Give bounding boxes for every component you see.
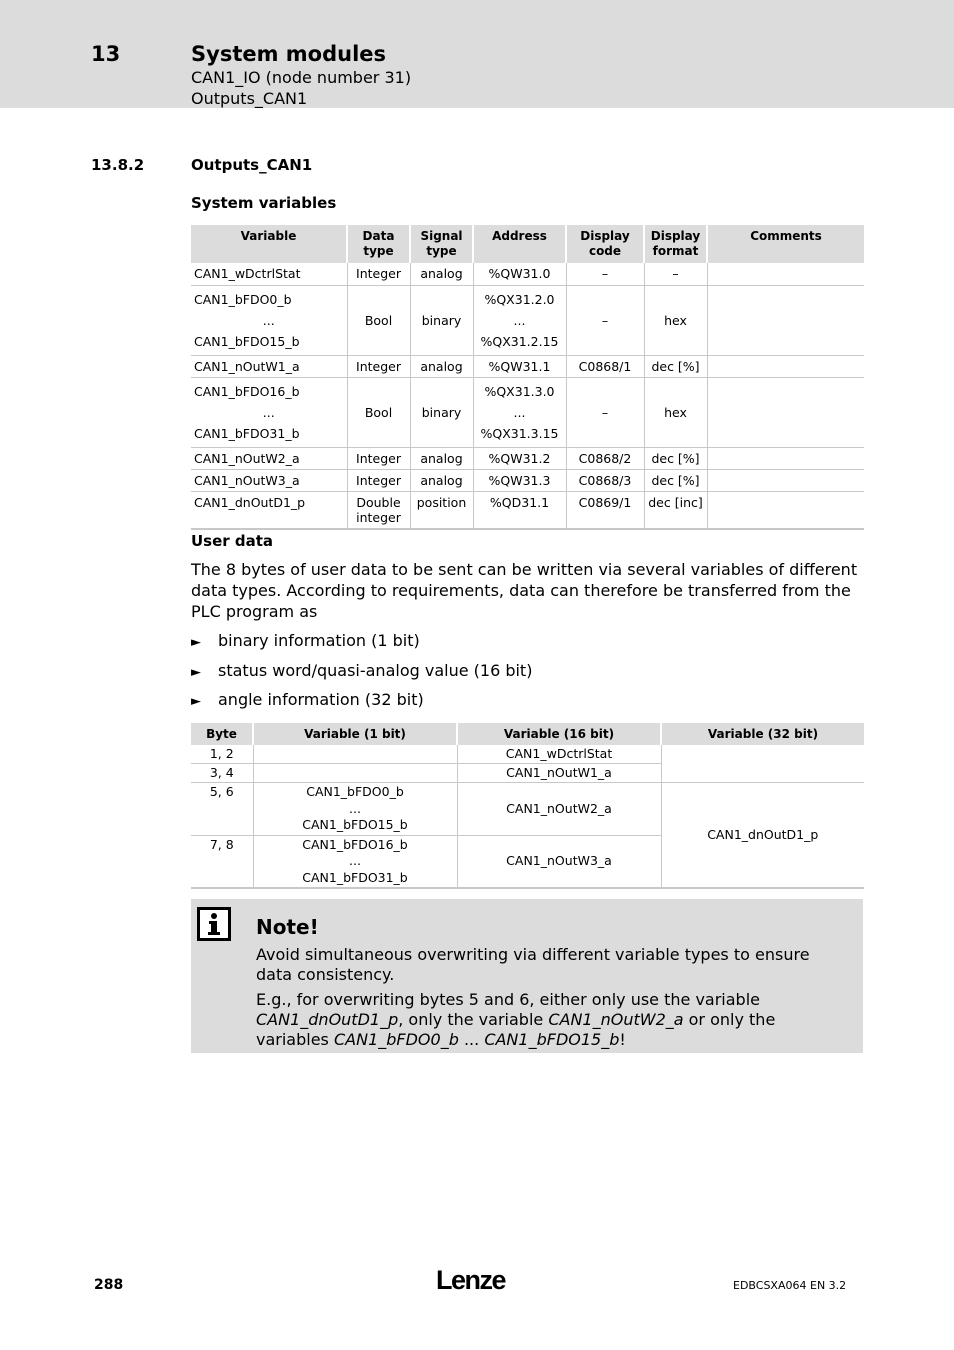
- cell-data-type: Integer: [347, 469, 410, 491]
- cell-display-code: C0869/1: [566, 491, 644, 529]
- cell-variable-32bit: [661, 745, 864, 783]
- table-row: [191, 783, 864, 836]
- cell-display-format: dec [%]: [644, 447, 707, 469]
- col-header-display-format: Display format: [644, 225, 707, 263]
- cell-display-format: dec [%]: [644, 355, 707, 377]
- col-header-data-type: Data type: [347, 225, 410, 263]
- cell-variable: CAN1_wDctrlStat: [191, 263, 347, 285]
- table-row: [191, 447, 864, 469]
- list-item: ► angle information (32 bit): [191, 690, 424, 709]
- note-title: Note!: [256, 915, 319, 939]
- cell-variable: CAN1_dnOutD1_p: [191, 491, 347, 529]
- cell-signal-type: analog: [410, 447, 473, 469]
- cell-variable-1bit: CAN1_bFDO0_b ... CAN1_bFDO15_b: [253, 783, 457, 836]
- col-header-comments: Comments: [707, 225, 864, 263]
- table-row: [191, 745, 864, 764]
- col-header-signal-type: Signal type: [410, 225, 473, 263]
- cell-variable-1bit: [253, 764, 457, 783]
- table-row: [191, 377, 864, 447]
- table-header-row: [191, 225, 864, 263]
- cell-variable-16bit: CAN1_nOutW2_a: [457, 783, 661, 836]
- chapter-subtitle: CAN1_IO (node number 31): [191, 68, 412, 87]
- cell-signal-type: analog: [410, 355, 473, 377]
- cell-display-format: hex: [644, 285, 707, 355]
- chapter-title: System modules: [191, 42, 387, 66]
- system-variables-table: [191, 225, 864, 530]
- cell-byte: 1, 2: [191, 745, 253, 764]
- table-header-row: [191, 723, 864, 745]
- col-header-variable-1bit: Variable (1 bit): [253, 723, 457, 745]
- cell-variable: CAN1_bFDO16_b ... CAN1_bFDO31_b: [191, 377, 347, 447]
- cell-data-type: Integer: [347, 447, 410, 469]
- cell-variable: CAN1_nOutW3_a: [191, 469, 347, 491]
- cell-address: %QD31.1: [473, 491, 566, 529]
- col-header-variable-16bit: Variable (16 bit): [457, 723, 661, 745]
- cell-signal-type: position: [410, 491, 473, 529]
- cell-comments: [707, 377, 864, 447]
- cell-display-format: dec [%]: [644, 469, 707, 491]
- cell-variable: CAN1_nOutW2_a: [191, 447, 347, 469]
- cell-signal-type: analog: [410, 469, 473, 491]
- cell-address: %QW31.2: [473, 447, 566, 469]
- cell-variable-1bit: CAN1_bFDO16_b ... CAN1_bFDO31_b: [253, 835, 457, 888]
- cell-comments: [707, 447, 864, 469]
- col-header-byte: Byte: [191, 723, 253, 745]
- section-title: Outputs_CAN1: [191, 156, 313, 174]
- cell-signal-type: analog: [410, 263, 473, 285]
- cell-variable-16bit: CAN1_nOutW1_a: [457, 764, 661, 783]
- cell-signal-type: binary: [410, 377, 473, 447]
- cell-address: %QX31.3.0 ... %QX31.3.15: [473, 377, 566, 447]
- user-data-paragraph: The 8 bytes of user data to be sent can be written via several variables of different data types. According to requirements, data can therefore be transferred from the PLC program as: [191, 560, 858, 621]
- cell-comments: [707, 469, 864, 491]
- col-header-address: Address: [473, 225, 566, 263]
- lenze-logo: [436, 1264, 516, 1300]
- cell-address: %QX31.2.0 ... %QX31.2.15: [473, 285, 566, 355]
- cell-variable-32bit: CAN1_dnOutD1_p: [661, 783, 864, 889]
- cell-address: %QW31.0: [473, 263, 566, 285]
- note-paragraph: Avoid simultaneous overwriting via different variable types to ensure data consistency.: [256, 945, 810, 984]
- chapter-subtitle-2: Outputs_CAN1: [191, 89, 308, 108]
- cell-variable-1bit: [253, 745, 457, 764]
- cell-display-code: C0868/1: [566, 355, 644, 377]
- cell-variable: CAN1_bFDO0_b ... CAN1_bFDO15_b: [191, 285, 347, 355]
- table-row: [191, 355, 864, 377]
- cell-display-format: hex: [644, 377, 707, 447]
- table-row: [191, 263, 864, 285]
- cell-display-format: –: [644, 263, 707, 285]
- bullet-arrow-icon: ►: [191, 635, 201, 650]
- cell-comments: [707, 355, 864, 377]
- chapter-number: 13: [91, 42, 121, 66]
- table-row: [191, 469, 864, 491]
- cell-display-code: C0868/3: [566, 469, 644, 491]
- page-number: 288: [94, 1277, 124, 1293]
- svg-text:Lenze: Lenze: [436, 1265, 506, 1295]
- col-header-variable-32bit: Variable (32 bit): [661, 723, 864, 745]
- cell-variable-16bit: CAN1_nOutW3_a: [457, 835, 661, 888]
- cell-comments: [707, 491, 864, 529]
- table-row: [191, 491, 864, 529]
- cell-data-type: Integer: [347, 355, 410, 377]
- table-row: [191, 285, 864, 355]
- bullet-arrow-icon: ►: [191, 694, 201, 709]
- cell-address: %QW31.3: [473, 469, 566, 491]
- cell-data-type: Double integer: [347, 491, 410, 529]
- cell-data-type: Bool: [347, 285, 410, 355]
- cell-display-code: –: [566, 263, 644, 285]
- cell-byte: 7, 8: [191, 835, 253, 888]
- user-data-heading: User data: [191, 532, 274, 550]
- system-variables-heading: System variables: [191, 194, 337, 212]
- cell-address: %QW31.1: [473, 355, 566, 377]
- cell-byte: 5, 6: [191, 783, 253, 836]
- bullet-arrow-icon: ►: [191, 665, 201, 680]
- chapter-header: [0, 0, 954, 108]
- list-item: ► status word/quasi-analog value (16 bit): [191, 661, 533, 680]
- document-code: EDBCSXA064 EN 3.2: [733, 1279, 847, 1292]
- col-header-display-code: Display code: [566, 225, 644, 263]
- list-item: ► binary information (1 bit): [191, 631, 420, 650]
- cell-comments: [707, 285, 864, 355]
- cell-signal-type: binary: [410, 285, 473, 355]
- cell-data-type: Integer: [347, 263, 410, 285]
- cell-data-type: Bool: [347, 377, 410, 447]
- cell-variable: CAN1_nOutW1_a: [191, 355, 347, 377]
- section-number: 13.8.2: [91, 156, 145, 174]
- user-data-bytes-table: [191, 723, 864, 889]
- cell-byte: 3, 4: [191, 764, 253, 783]
- col-header-variable: Variable: [191, 225, 347, 263]
- cell-variable-16bit: CAN1_wDctrlStat: [457, 745, 661, 764]
- info-icon: [197, 907, 231, 941]
- cell-comments: [707, 263, 864, 285]
- note-box: [191, 899, 863, 1053]
- cell-display-code: –: [566, 377, 644, 447]
- cell-display-code: –: [566, 285, 644, 355]
- note-paragraph-example: E.g., for overwriting bytes 5 and 6, either only use the variable CAN1_dnOutD1_p, only the variable CAN1_nOutW2_a or only the variables CAN1_bFDO0_b ... CAN1_bFDO15_b!: [256, 990, 776, 1049]
- cell-display-code: C0868/2: [566, 447, 644, 469]
- cell-display-format: dec [inc]: [644, 491, 707, 529]
